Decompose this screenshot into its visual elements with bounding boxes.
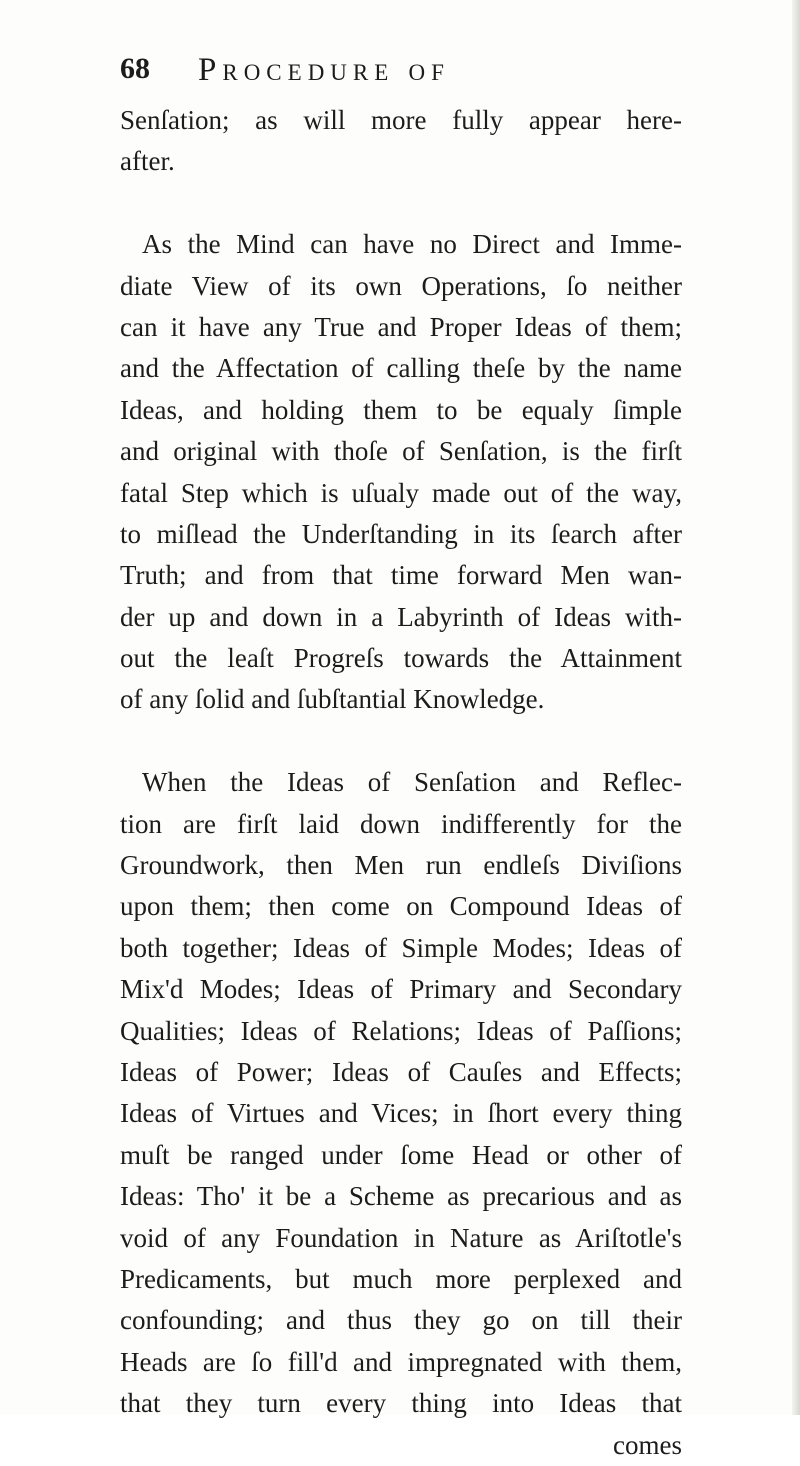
running-head: Procedure of <box>198 52 450 88</box>
text-line: and original with thoſe of Senſation, is the firſt <box>120 436 682 467</box>
text-line: muſt be ranged under ſome Head or other of <box>120 1139 682 1170</box>
page-edge <box>792 0 800 1415</box>
text-line: that they turn every thing into Ideas that <box>120 1388 682 1419</box>
text-line: diate View of its own Operations, ſo neither <box>120 270 682 301</box>
paragraph-1 <box>120 100 682 183</box>
text-line: Qualities; Ideas of Relations; Ideas of Paſſions; <box>120 1015 682 1046</box>
page-header <box>120 52 680 102</box>
text-line: As the Mind can have no Direct and Imme- <box>142 229 682 260</box>
text-line: and the Affectation of calling theſe by the name <box>120 353 682 384</box>
text-line: after. <box>120 146 175 177</box>
text-line: Ideas: Tho' it be a Scheme as precarious and as <box>120 1181 682 1212</box>
text-line: Truth; and from that time forward Men wan- <box>120 560 682 591</box>
text-line: Mix'd Modes; Ideas of Primary and Secondary <box>120 974 682 1005</box>
text-line: Groundwork, then Men run endleſs Diviſions <box>120 850 682 881</box>
text-line: Ideas of Power; Ideas of Cauſes and Effects; <box>120 1056 682 1087</box>
text-line: tion are firſt laid down indifferently for the <box>120 808 682 839</box>
paragraph-2 <box>120 224 682 721</box>
text-line: can it have any True and Proper Ideas of them; <box>120 311 682 342</box>
paragraph-gap <box>120 183 682 224</box>
text-line: der up and down in a Labyrinth of Ideas with- <box>120 601 682 632</box>
text-line: Heads are ſo fill'd and impregnated with them, <box>120 1346 682 1377</box>
text-line: fatal Step which is uſualy made out of the way, <box>120 477 682 508</box>
text-line: Senſation; as will more fully appear here- <box>120 105 682 135</box>
text-line: Predicaments, but much more perplexed and <box>120 1263 682 1294</box>
text-line: upon them; then come on Compound Ideas of <box>120 891 682 922</box>
text-line: Ideas of Virtues and Vices; in ſhort every thing <box>120 1098 682 1129</box>
text-line: out the leaſt Progreſs towards the Attainment <box>120 643 682 674</box>
text-line: to miſlead the Underſtanding in its ſearch after <box>120 518 682 549</box>
text-line: both together; Ideas of Simple Modes; Ideas of <box>120 932 682 963</box>
page-number: 68 <box>120 52 150 85</box>
body-text <box>120 100 682 1466</box>
paragraph-3 <box>120 762 682 1424</box>
text-line: confounding; and thus they go on till their <box>120 1305 682 1336</box>
text-line: of any ſolid and ſubſtantial Knowledge. <box>120 684 545 715</box>
text-line: Ideas, and holding them to be equaly ſimple <box>120 394 682 425</box>
paragraph-gap <box>120 721 682 762</box>
text-line: void of any Foundation in Nature as Ariſtotle's <box>120 1222 682 1253</box>
catchword: comes <box>613 1429 682 1460</box>
text-line: When the Ideas of Senſation and Reflec- <box>142 767 682 798</box>
